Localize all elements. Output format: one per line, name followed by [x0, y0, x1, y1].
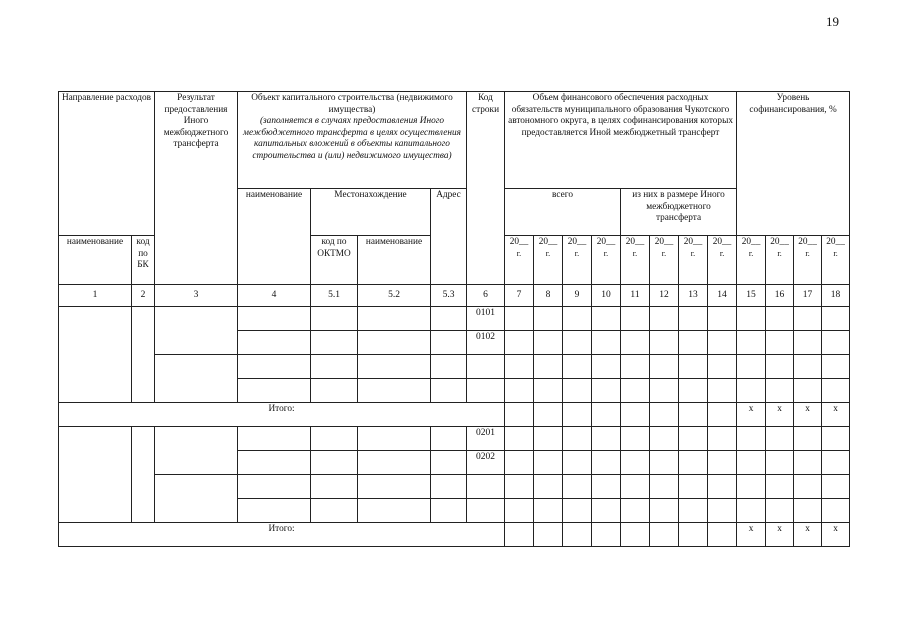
total-label: Итого:	[59, 403, 505, 427]
column-number: 3	[155, 285, 238, 307]
header-result: Результат предоставления Иного межбюджетного трансферта	[155, 92, 238, 285]
row-code: 0202	[467, 451, 505, 475]
year-cell-transfer-4: 20__ г.	[708, 236, 737, 285]
kod-bk-cell	[132, 427, 155, 523]
result-cell	[155, 307, 238, 355]
year-cell-transfer-3: 20__ г.	[679, 236, 708, 285]
header-object	[238, 92, 467, 189]
x-mark: x	[766, 523, 794, 547]
table-row	[59, 355, 850, 379]
header-kod-bk: код по БК	[132, 236, 155, 285]
year-cell-transfer-1: 20__ г.	[621, 236, 650, 285]
table-row	[59, 307, 850, 331]
year-cell-cofin-2: 20__ г.	[766, 236, 794, 285]
column-number: 15	[737, 285, 766, 307]
year-cell-total-3: 20__ г.	[563, 236, 592, 285]
direction-name-cell	[59, 427, 132, 523]
header-oktmo: код по ОКТМО	[311, 236, 358, 285]
header-cofin-level: Уровень софинансирования, %	[737, 92, 850, 236]
kod-bk-cell	[132, 307, 155, 403]
header-total: всего	[505, 189, 621, 236]
year-cell-total-1: 20__ г.	[505, 236, 534, 285]
column-number: 7	[505, 285, 534, 307]
column-number: 1	[59, 285, 132, 307]
header-direction-name: наименование	[59, 236, 132, 285]
year-cell-cofin-1: 20__ г.	[737, 236, 766, 285]
header-direction: Направление расходов	[59, 92, 155, 236]
total-row	[59, 403, 850, 427]
year-cell-total-4: 20__ г.	[592, 236, 621, 285]
x-mark: x	[737, 403, 766, 427]
x-mark: x	[794, 403, 822, 427]
column-number: 8	[534, 285, 563, 307]
year-cell-total-2: 20__ г.	[534, 236, 563, 285]
table-row	[59, 475, 850, 499]
row-code: 0102	[467, 331, 505, 355]
header-of-which: из них в размере Иного межбюджетного трансферта	[621, 189, 737, 236]
row-code: 0101	[467, 307, 505, 331]
column-number: 10	[592, 285, 621, 307]
column-number: 2	[132, 285, 155, 307]
column-number: 5.1	[311, 285, 358, 307]
x-mark: x	[822, 403, 850, 427]
column-number: 6	[467, 285, 505, 307]
header-object-title: Объект капитального строительства (недвижимого имущества)	[251, 93, 453, 115]
header-code: Код строки	[467, 92, 505, 285]
header-object-name: наименование	[238, 189, 311, 285]
direction-name-cell	[59, 307, 132, 403]
column-number: 12	[650, 285, 679, 307]
page-number: 19	[826, 14, 839, 29]
header-object-note: (заполняется в случаях предоставления Иного межбюджетного трансферта в целях осуществления капитальных вложений в объекты капитального строительства и (или) недвижимого имущества)	[243, 116, 461, 162]
column-number: 17	[794, 285, 822, 307]
row-code: 0201	[467, 427, 505, 451]
total-label: Итого:	[59, 523, 505, 547]
x-mark: x	[794, 523, 822, 547]
result-cell	[155, 355, 238, 403]
column-number: 18	[822, 285, 850, 307]
result-cell	[155, 427, 238, 475]
column-number: 11	[621, 285, 650, 307]
year-cell-cofin-3: 20__ г.	[794, 236, 822, 285]
column-number: 13	[679, 285, 708, 307]
column-number: 14	[708, 285, 737, 307]
column-number: 5.3	[431, 285, 467, 307]
x-mark: x	[766, 403, 794, 427]
column-number: 16	[766, 285, 794, 307]
total-row	[59, 523, 850, 547]
column-number: 4	[238, 285, 311, 307]
header-address: Адрес	[431, 189, 467, 285]
header-location: Местонахождение	[311, 189, 431, 236]
header-location-name: наименование	[358, 236, 431, 285]
column-number: 9	[563, 285, 592, 307]
table-row	[59, 427, 850, 451]
result-cell	[155, 475, 238, 523]
x-mark: x	[822, 523, 850, 547]
year-cell-cofin-4: 20__ г.	[822, 236, 850, 285]
financing-table	[58, 91, 850, 547]
x-mark: x	[737, 523, 766, 547]
column-number: 5.2	[358, 285, 431, 307]
year-cell-transfer-2: 20__ г.	[650, 236, 679, 285]
column-numbers-row	[59, 285, 850, 307]
header-funding: Объем финансового обеспечения расходных обязательств муниципального образования Чукотского автономного округа, в целях софинансирования которых предоставляется Иной межбюджетный трансферт	[505, 92, 737, 189]
